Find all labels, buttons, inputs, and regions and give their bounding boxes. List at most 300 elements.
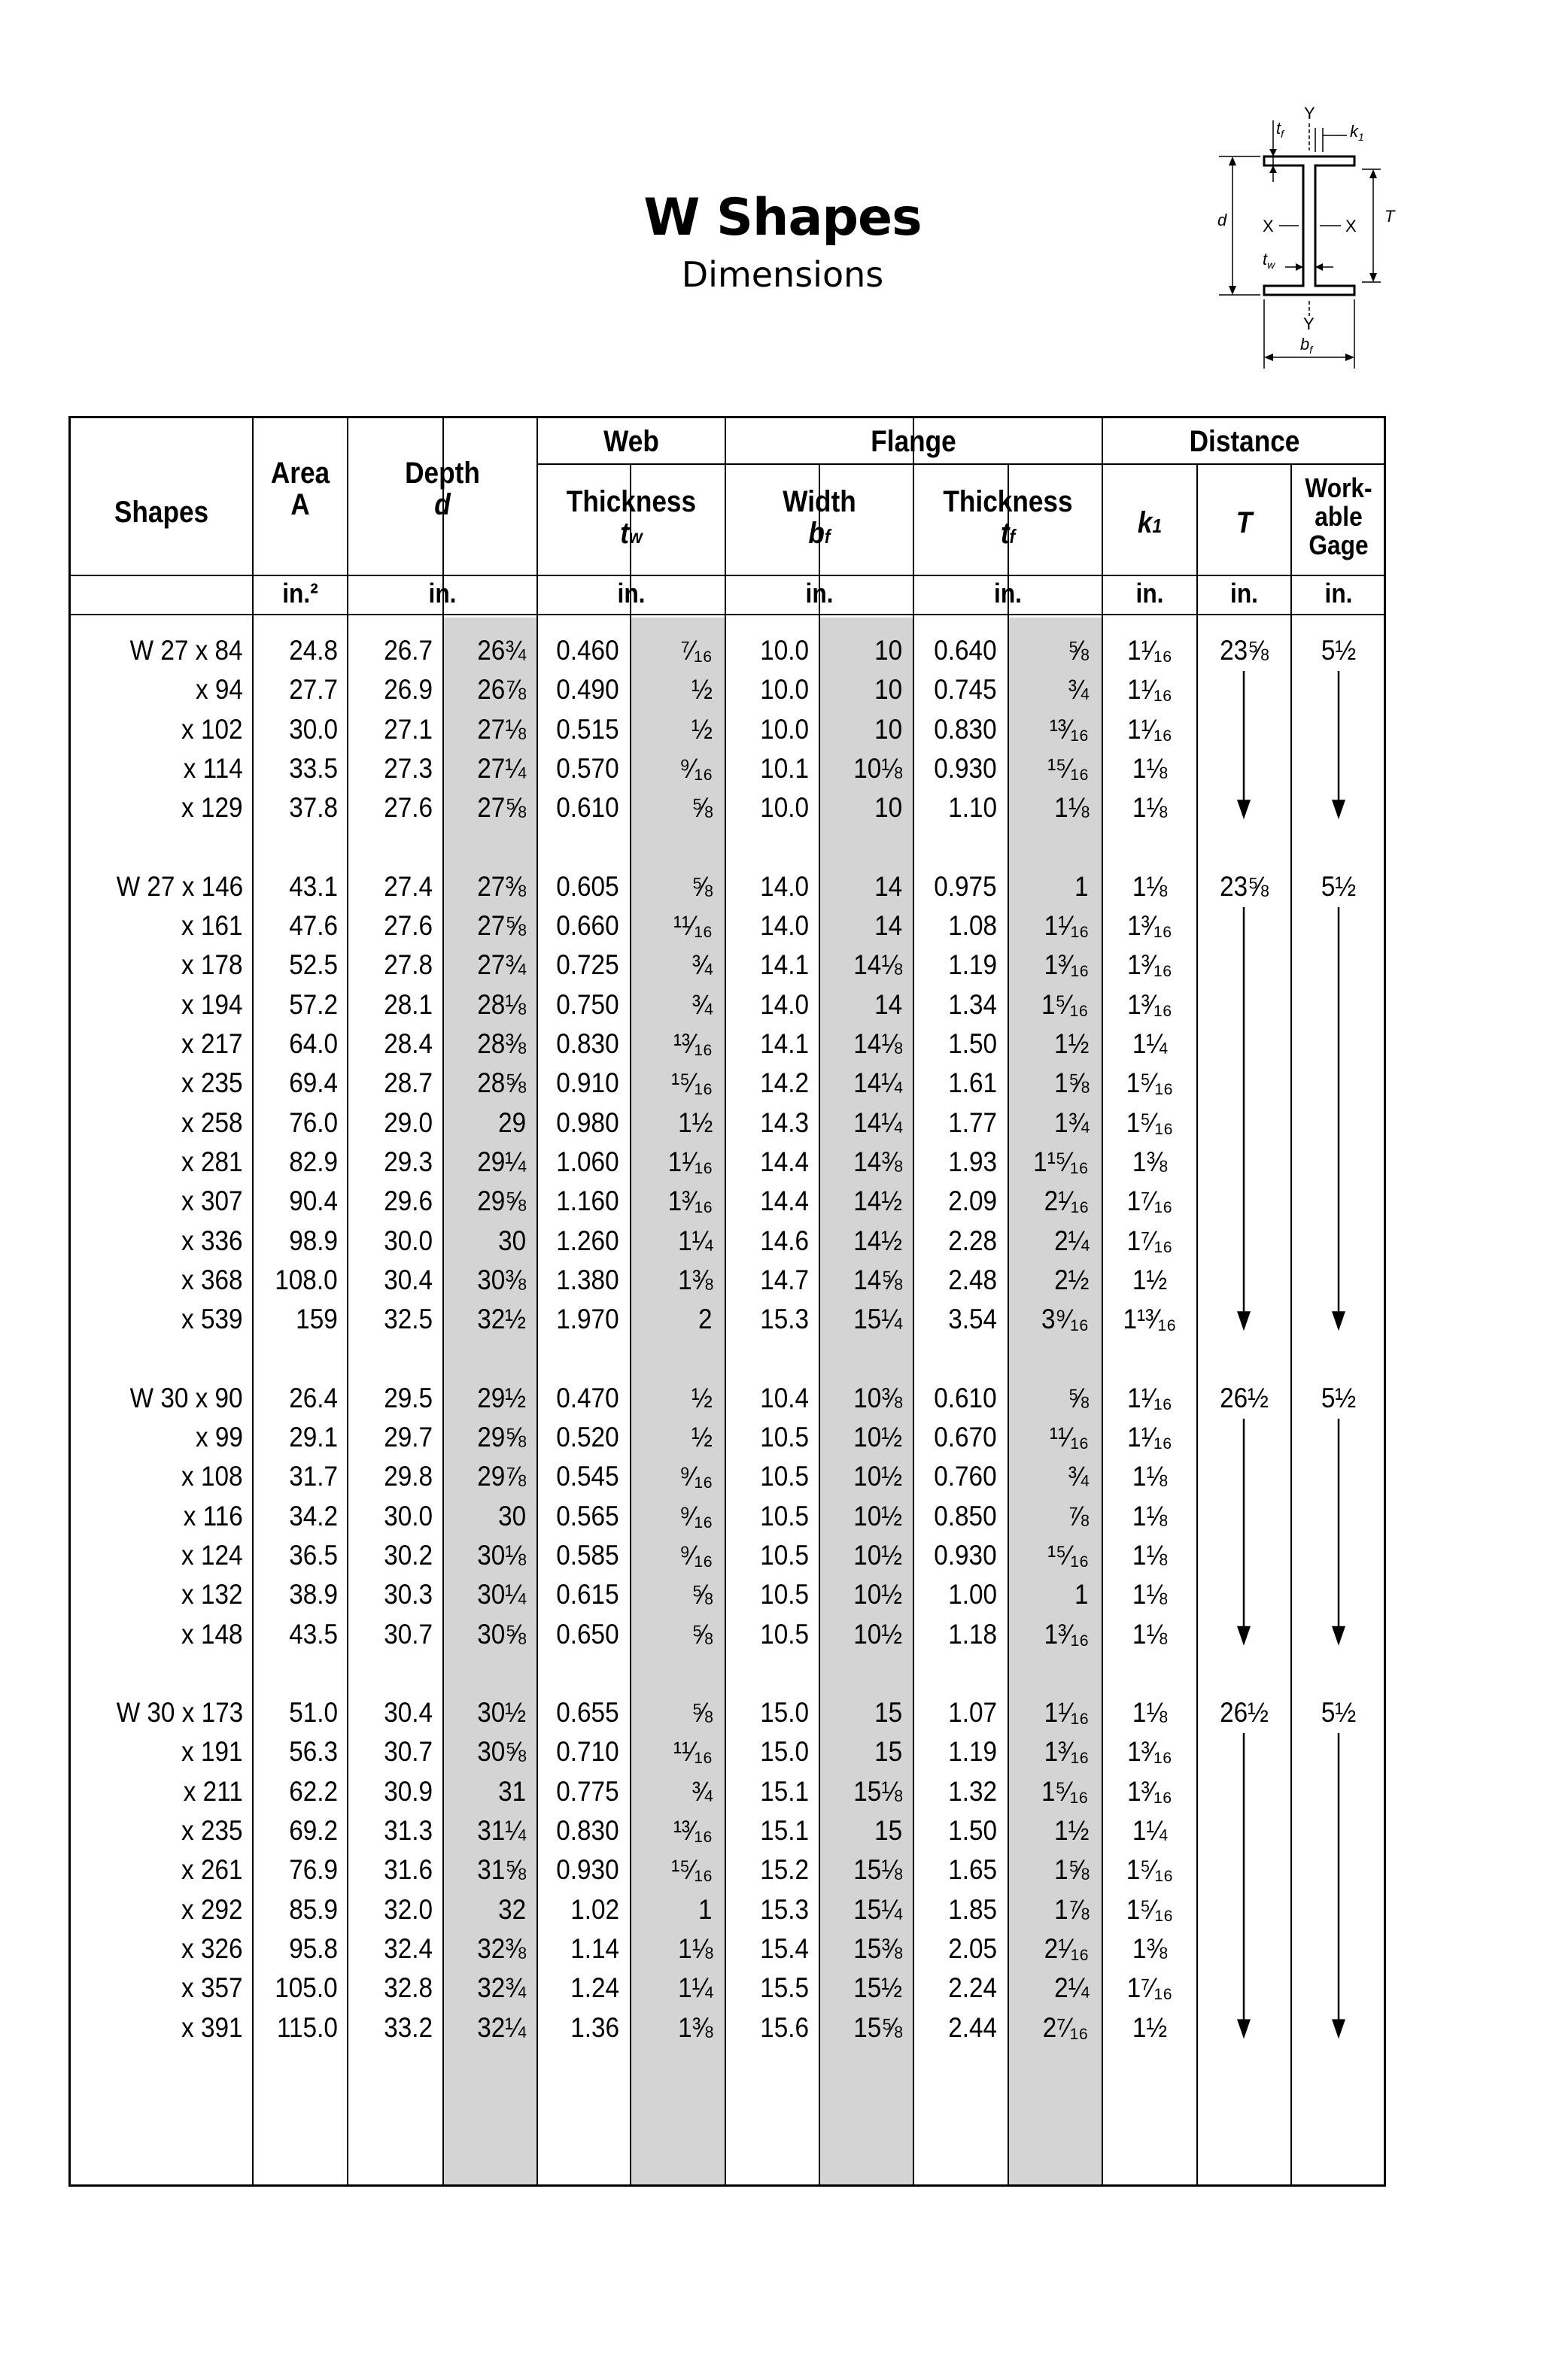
web-thickness-value: 1.14 — [570, 1932, 619, 1964]
web-thickness-value: 0.610 — [556, 792, 619, 824]
shape-designation: x 391 — [181, 2011, 243, 2043]
diagram-x-right-label: X — [1345, 217, 1357, 235]
area-value: 57.2 — [289, 988, 338, 1020]
web-thickness-fraction: ¹⁵⁄₁₆ — [670, 1067, 713, 1099]
flange-thickness-fraction: ¹¹⁄₁₆ — [1049, 1422, 1089, 1453]
gage-same-arrow — [1327, 671, 1350, 819]
depth-fraction: 29½ — [477, 1382, 526, 1413]
flange-thickness-fraction: ¾ — [1068, 674, 1089, 706]
w-shape-cross-section-diagram — [1166, 98, 1415, 376]
flange-thickness-fraction: 1⅝ — [1053, 1067, 1089, 1099]
flange-width-value: 15.4 — [760, 1932, 809, 1964]
t-value: 23⅝ — [1220, 870, 1269, 902]
flange-width-value: 10.0 — [760, 674, 809, 706]
flange-width-value: 15.5 — [760, 1972, 809, 2004]
depth-fraction: 30⅜ — [477, 1264, 526, 1295]
flange-width-fraction: 15⅛ — [853, 1775, 902, 1807]
flange-width-value: 15.1 — [760, 1815, 809, 1846]
shape-designation: x 108 — [181, 1461, 243, 1492]
flange-width-fraction: 14½ — [853, 1225, 902, 1256]
depth-fraction: 30¼ — [477, 1579, 526, 1610]
depth-fraction: 30 — [497, 1225, 526, 1256]
flange-width-fraction: 15 — [874, 1815, 902, 1846]
web-thickness-fraction: ½ — [691, 713, 713, 745]
flange-thickness-value: 2.28 — [948, 1225, 997, 1256]
header-k1: k1 — [1137, 506, 1163, 539]
flange-width-value: 14.6 — [760, 1225, 809, 1256]
k1-value: 1¹⁄₁₆ — [1127, 635, 1172, 666]
k1-value: 1³⁄₁₆ — [1127, 1775, 1172, 1807]
flange-width-value: 10.5 — [760, 1618, 809, 1650]
area-value: 82.9 — [289, 1146, 338, 1177]
web-thickness-fraction: ¹³⁄₁₆ — [673, 1815, 713, 1846]
unit-flange-width: in. — [805, 578, 834, 609]
flange-thickness-value: 0.975 — [934, 870, 997, 902]
diagram-tw-label: $t_w$ — [1263, 250, 1275, 271]
web-thickness-value: 0.515 — [556, 713, 619, 745]
k1-value: 1¼ — [1132, 1815, 1168, 1846]
flange-width-value: 15.0 — [760, 1736, 809, 1768]
area-value: 47.6 — [289, 910, 338, 942]
web-thickness-value: 0.545 — [556, 1461, 619, 1492]
depth-fraction: 29⅝ — [477, 1185, 526, 1217]
web-thickness-value: 0.460 — [556, 635, 619, 666]
flange-thickness-fraction: 2¹⁄₁₆ — [1044, 1185, 1089, 1217]
diagram-y-top-label: Y — [1304, 104, 1315, 123]
flange-thickness-fraction: 1½ — [1053, 1815, 1089, 1846]
shape-designation: x 261 — [181, 1854, 243, 1886]
k1-value: 1³⁄₁₆ — [1127, 949, 1172, 981]
area-value: 62.2 — [289, 1775, 338, 1807]
web-thickness-fraction: 1⅜ — [677, 2011, 713, 2043]
web-thickness-fraction: 2 — [698, 1304, 713, 1335]
web-thickness-fraction: 1¼ — [677, 1225, 713, 1256]
area-value: 43.5 — [289, 1618, 338, 1650]
depth-fraction: 30 — [497, 1500, 526, 1532]
area-value: 36.5 — [289, 1539, 338, 1571]
k1-value: 1¹⁄₁₆ — [1127, 1382, 1172, 1413]
flange-thickness-fraction: 3⁹⁄₁₆ — [1041, 1304, 1089, 1335]
workable-gage-value: 5½ — [1321, 870, 1357, 902]
shape-designation: x 94 — [196, 674, 243, 706]
k1-value: 1½ — [1132, 2011, 1168, 2043]
web-thickness-fraction: ⅝ — [691, 792, 713, 824]
area-value: 31.7 — [289, 1461, 338, 1492]
web-thickness-value: 0.660 — [556, 910, 619, 942]
depth-value: 30.7 — [384, 1618, 433, 1650]
flange-thickness-value: 2.09 — [948, 1185, 997, 1217]
flange-thickness-fraction: 2¼ — [1053, 1225, 1089, 1256]
flange-thickness-fraction: 2¹⁄₁₆ — [1044, 1932, 1089, 1964]
depth-fraction: 31⅝ — [477, 1854, 526, 1886]
depth-fraction: 30⅝ — [477, 1736, 526, 1768]
web-thickness-fraction: ¹¹⁄₁₆ — [673, 1736, 713, 1768]
flange-width-value: 14.1 — [760, 1028, 809, 1059]
flange-width-fraction: 14⅛ — [853, 1028, 902, 1059]
depth-fraction: 27⅜ — [477, 870, 526, 902]
k1-value: 1¹⁄₁₆ — [1127, 674, 1172, 706]
web-thickness-value: 1.36 — [570, 2011, 619, 2043]
flange-width-fraction: 15½ — [853, 1972, 902, 2004]
shape-designation: x 357 — [181, 1972, 243, 2004]
flange-thickness-value: 1.77 — [948, 1107, 997, 1138]
flange-width-value: 14.1 — [760, 949, 809, 981]
flange-thickness-fraction: ¹³⁄₁₆ — [1049, 713, 1089, 745]
area-value: 51.0 — [289, 1697, 338, 1729]
flange-width-fraction: 14⅛ — [853, 949, 902, 981]
flange-thickness-fraction: 1 — [1074, 870, 1089, 902]
k1-value: 1⅜ — [1132, 1932, 1168, 1964]
web-thickness-fraction: ⅝ — [691, 1579, 713, 1610]
flange-width-fraction: 14½ — [853, 1185, 902, 1217]
shape-designation: x 114 — [183, 752, 243, 784]
area-value: 56.3 — [289, 1736, 338, 1768]
flange-thickness-value: 1.93 — [948, 1146, 997, 1177]
unit-t: in. — [1230, 578, 1258, 609]
depth-fraction: 28⅝ — [477, 1067, 526, 1099]
area-value: 29.1 — [289, 1422, 338, 1453]
depth-fraction: 27⅛ — [477, 713, 526, 745]
shape-designation: x 235 — [181, 1815, 243, 1846]
flange-thickness-value: 2.44 — [948, 2011, 997, 2043]
flange-thickness-fraction: ¹⁵⁄₁₆ — [1047, 752, 1089, 784]
web-thickness-value: 1.02 — [570, 1893, 619, 1925]
k1-value: 1⅛ — [1132, 792, 1168, 824]
header-distance: Distance — [1189, 425, 1300, 458]
depth-fraction: 31 — [497, 1775, 526, 1807]
k1-value: 1½ — [1132, 1264, 1168, 1295]
depth-fraction: 26¾ — [477, 635, 526, 666]
shape-designation: x 102 — [181, 713, 243, 745]
header-workable-gage: Work- able Gage — [1305, 472, 1372, 560]
web-thickness-value: 0.470 — [556, 1382, 619, 1413]
area-value: 24.8 — [289, 635, 338, 666]
k1-value: 1⁵⁄₁₆ — [1126, 1893, 1174, 1925]
web-thickness-fraction: 1³⁄₁₆ — [667, 1185, 713, 1217]
depth-value: 30.2 — [384, 1539, 433, 1571]
flange-width-fraction: 10 — [874, 713, 902, 745]
k1-value: 1¹³⁄₁₆ — [1123, 1304, 1177, 1335]
workable-gage-value: 5½ — [1321, 1697, 1357, 1729]
area-value: 33.5 — [289, 752, 338, 784]
flange-width-fraction: 15⅜ — [853, 1932, 902, 1964]
flange-width-fraction: 14 — [874, 910, 902, 942]
unit-depth: in. — [428, 578, 457, 609]
shape-designation: x 326 — [181, 1932, 243, 1964]
flange-thickness-fraction: 2½ — [1053, 1264, 1089, 1295]
flange-thickness-fraction: 1³⁄₁₆ — [1044, 949, 1089, 981]
unit-gage: in. — [1324, 578, 1353, 609]
shape-designation: W 30 x 173 — [116, 1697, 243, 1729]
flange-thickness-fraction: ⅝ — [1068, 635, 1089, 666]
flange-thickness-value: 1.10 — [948, 792, 997, 824]
flange-thickness-value: 0.830 — [934, 713, 997, 745]
gage-same-arrow — [1327, 1733, 1350, 2038]
area-value: 30.0 — [289, 713, 338, 745]
web-thickness-fraction: 1¹⁄₁₆ — [667, 1146, 713, 1177]
flange-thickness-value: 2.48 — [948, 1264, 997, 1295]
flange-width-value: 10.1 — [760, 752, 809, 784]
web-thickness-fraction: ¾ — [691, 1775, 713, 1807]
flange-thickness-value: 1.61 — [948, 1067, 997, 1099]
flange-thickness-value: 1.50 — [948, 1028, 997, 1059]
diagram-d-label: d — [1217, 211, 1227, 229]
k1-value: 1⁵⁄₁₆ — [1126, 1107, 1174, 1138]
flange-width-value: 10.5 — [760, 1579, 809, 1610]
depth-value: 30.0 — [384, 1225, 433, 1256]
area-value: 90.4 — [289, 1185, 338, 1217]
shape-designation: x 178 — [181, 949, 243, 981]
flange-width-fraction: 14⅜ — [853, 1146, 902, 1177]
t-same-arrow — [1232, 907, 1255, 1331]
k1-value: 1⅛ — [1132, 1461, 1168, 1492]
web-thickness-fraction: ⁷⁄₁₆ — [680, 635, 713, 666]
depth-fraction: 28⅛ — [477, 988, 526, 1020]
flange-width-fraction: 10⅛ — [853, 752, 902, 784]
flange-width-value: 15.6 — [760, 2011, 809, 2043]
k1-value: 1⅛ — [1132, 752, 1168, 784]
flange-thickness-value: 0.930 — [934, 752, 997, 784]
area-value: 43.1 — [289, 870, 338, 902]
depth-value: 27.3 — [384, 752, 433, 784]
flange-width-fraction: 15¼ — [853, 1304, 902, 1335]
depth-value: 32.8 — [384, 1972, 433, 2004]
flange-thickness-value: 0.850 — [934, 1500, 997, 1532]
web-thickness-value: 0.775 — [556, 1775, 619, 1807]
flange-thickness-fraction: 1¹⁄₁₆ — [1044, 910, 1089, 942]
flange-thickness-value: 1.65 — [948, 1854, 997, 1886]
web-thickness-fraction: ⅝ — [691, 1618, 713, 1650]
diagram-y-bottom-label: Y — [1303, 314, 1315, 333]
depth-fraction: 27¼ — [477, 752, 526, 784]
depth-value: 33.2 — [384, 2011, 433, 2043]
t-same-arrow — [1232, 1733, 1255, 2038]
web-thickness-fraction: 1⅜ — [677, 1264, 713, 1295]
flange-thickness-fraction: ¾ — [1068, 1461, 1089, 1492]
flange-thickness-value: 0.640 — [934, 635, 997, 666]
depth-fraction: 26⅞ — [477, 674, 526, 706]
area-value: 95.8 — [289, 1932, 338, 1964]
depth-value: 30.4 — [384, 1264, 433, 1295]
depth-fraction: 29⅝ — [477, 1422, 526, 1453]
flange-width-value: 10.5 — [760, 1461, 809, 1492]
web-thickness-fraction: ¹¹⁄₁₆ — [673, 910, 713, 942]
flange-thickness-fraction: ⅝ — [1068, 1382, 1089, 1413]
k1-value: 1³⁄₁₆ — [1127, 1736, 1172, 1768]
flange-thickness-value: 1.19 — [948, 1736, 997, 1768]
flange-width-fraction: 15⅝ — [853, 2011, 902, 2043]
flange-thickness-value: 0.670 — [934, 1422, 997, 1453]
depth-value: 27.6 — [384, 792, 433, 824]
area-value: 108.0 — [275, 1264, 338, 1295]
t-value: 23⅝ — [1220, 635, 1269, 666]
web-thickness-fraction: ⁹⁄₁₆ — [679, 1461, 713, 1492]
web-thickness-value: 1.260 — [556, 1225, 619, 1256]
flange-thickness-fraction: 1⅛ — [1053, 792, 1089, 824]
shape-designation: x 217 — [181, 1028, 243, 1059]
unit-web-thickness: in. — [617, 578, 646, 609]
flange-thickness-fraction: ¹⁵⁄₁₆ — [1047, 1539, 1089, 1571]
flange-width-value: 14.7 — [760, 1264, 809, 1295]
depth-value: 27.4 — [384, 870, 433, 902]
k1-value: 1³⁄₁₆ — [1127, 910, 1172, 942]
k1-value: 1⁷⁄₁₆ — [1126, 1225, 1173, 1256]
k1-value: 1⅛ — [1132, 1500, 1168, 1532]
depth-fraction: 30⅝ — [477, 1618, 526, 1650]
depth-fraction: 29 — [497, 1107, 526, 1138]
flange-thickness-value: 1.19 — [948, 949, 997, 981]
shape-designation: W 27 x 84 — [130, 635, 243, 666]
web-thickness-value: 0.830 — [556, 1028, 619, 1059]
depth-value: 30.7 — [384, 1736, 433, 1768]
flange-thickness-value: 1.08 — [948, 910, 997, 942]
area-value: 159 — [296, 1304, 338, 1335]
web-thickness-value: 0.750 — [556, 988, 619, 1020]
depth-value: 26.9 — [384, 674, 433, 706]
flange-thickness-fraction: 1⅝ — [1053, 1854, 1089, 1886]
web-thickness-fraction: ⁹⁄₁₆ — [679, 1539, 713, 1571]
web-thickness-fraction: ½ — [691, 1382, 713, 1413]
web-thickness-value: 0.980 — [556, 1107, 619, 1138]
depth-value: 29.5 — [384, 1382, 433, 1413]
web-thickness-value: 0.585 — [556, 1539, 619, 1571]
shape-designation: x 132 — [181, 1579, 243, 1610]
area-value: 76.0 — [289, 1107, 338, 1138]
flange-width-value: 15.3 — [760, 1304, 809, 1335]
k1-value: 1⁵⁄₁₆ — [1126, 1854, 1174, 1886]
web-thickness-fraction: 1¼ — [677, 1972, 713, 2004]
flange-thickness-fraction: 1⅞ — [1053, 1893, 1089, 1925]
depth-fraction: 32½ — [477, 1304, 526, 1335]
flange-width-fraction: 10 — [874, 792, 902, 824]
flange-thickness-value: 0.760 — [934, 1461, 997, 1492]
flange-width-value: 10.0 — [760, 635, 809, 666]
k1-value: 1⁵⁄₁₆ — [1126, 1067, 1174, 1099]
t-value: 26½ — [1220, 1697, 1269, 1729]
flange-thickness-fraction: 1¹⁄₁₆ — [1044, 1697, 1089, 1729]
area-value: 64.0 — [289, 1028, 338, 1059]
shape-designation: x 281 — [181, 1146, 243, 1177]
k1-value: 1³⁄₁₆ — [1127, 988, 1172, 1020]
shape-designation: x 258 — [181, 1107, 243, 1138]
area-value: 76.9 — [289, 1854, 338, 1886]
flange-thickness-value: 0.610 — [934, 1382, 997, 1413]
web-thickness-value: 1.160 — [556, 1185, 619, 1217]
flange-width-value: 15.0 — [760, 1697, 809, 1729]
web-thickness-fraction: ⁹⁄₁₆ — [679, 1500, 713, 1532]
shape-designation: x 235 — [181, 1067, 243, 1099]
web-thickness-value: 0.565 — [556, 1500, 619, 1532]
web-thickness-value: 0.650 — [556, 1618, 619, 1650]
dimensions-table — [68, 416, 1386, 2187]
web-thickness-value: 1.970 — [556, 1304, 619, 1335]
web-thickness-value: 0.710 — [556, 1736, 619, 1768]
flange-thickness-value: 1.18 — [948, 1618, 997, 1650]
header-web: Web — [603, 425, 659, 458]
k1-value: 1⅛ — [1132, 1618, 1168, 1650]
flange-thickness-value: 3.54 — [948, 1304, 997, 1335]
shape-designation: x 148 — [181, 1618, 243, 1650]
flange-width-fraction: 10 — [874, 635, 902, 666]
flange-width-value: 10.5 — [760, 1422, 809, 1453]
flange-thickness-fraction: 1³⁄₁₆ — [1044, 1736, 1089, 1768]
area-value: 69.2 — [289, 1815, 338, 1846]
area-value: 26.4 — [289, 1382, 338, 1413]
diagram-tf-label: $t_f$ — [1276, 119, 1284, 140]
flange-width-value: 14.4 — [760, 1185, 809, 1217]
flange-width-value: 10.0 — [760, 792, 809, 824]
shape-designation: x 161 — [181, 910, 243, 942]
area-value: 38.9 — [289, 1579, 338, 1610]
area-value: 52.5 — [289, 949, 338, 981]
area-value: 98.9 — [289, 1225, 338, 1256]
depth-fraction: 28⅜ — [477, 1028, 526, 1059]
web-thickness-fraction: ½ — [691, 1422, 713, 1453]
flange-thickness-value: 1.32 — [948, 1775, 997, 1807]
depth-value: 29.8 — [384, 1461, 433, 1492]
flange-thickness-fraction: 1⁵⁄₁₆ — [1041, 988, 1089, 1020]
flange-width-fraction: 10½ — [853, 1579, 902, 1610]
flange-width-value: 14.0 — [760, 910, 809, 942]
depth-value: 29.0 — [384, 1107, 433, 1138]
flange-width-value: 14.3 — [760, 1107, 809, 1138]
diagram-k1-label: $k_1$ — [1350, 122, 1364, 143]
flange-width-value: 15.1 — [760, 1775, 809, 1807]
t-same-arrow — [1232, 671, 1255, 819]
header-area: Area A — [270, 457, 330, 521]
depth-value: 30.9 — [384, 1775, 433, 1807]
web-thickness-fraction: 1 — [698, 1893, 713, 1925]
flange-thickness-value: 1.50 — [948, 1815, 997, 1846]
flange-width-fraction: 15 — [874, 1736, 902, 1768]
flange-thickness-value: 1.85 — [948, 1893, 997, 1925]
diagram-t-label: T — [1384, 207, 1395, 226]
depth-value: 29.3 — [384, 1146, 433, 1177]
flange-width-fraction: 10½ — [853, 1422, 902, 1453]
flange-thickness-fraction: 1½ — [1053, 1028, 1089, 1059]
header-depth: Depth d — [405, 457, 480, 521]
flange-thickness-value: 2.24 — [948, 1972, 997, 2004]
flange-thickness-fraction: 1³⁄₁₆ — [1044, 1618, 1089, 1650]
depth-fraction: 29¼ — [477, 1146, 526, 1177]
workable-gage-value: 5½ — [1321, 635, 1357, 666]
flange-width-fraction: 14⅝ — [853, 1264, 902, 1295]
web-thickness-value: 0.725 — [556, 949, 619, 981]
shape-designation: x 124 — [181, 1539, 243, 1571]
unit-flange-thickness: in. — [994, 578, 1022, 609]
web-thickness-fraction: 1½ — [677, 1107, 713, 1138]
flange-width-value: 14.4 — [760, 1146, 809, 1177]
shape-designation: x 191 — [181, 1736, 243, 1768]
shape-designation: x 336 — [181, 1225, 243, 1256]
flange-width-value: 10.4 — [760, 1382, 809, 1413]
web-thickness-value: 0.570 — [556, 752, 619, 784]
web-thickness-value: 0.655 — [556, 1697, 619, 1729]
flange-width-value: 14.0 — [760, 988, 809, 1020]
web-thickness-value: 1.060 — [556, 1146, 619, 1177]
k1-value: 1⅛ — [1132, 1539, 1168, 1571]
t-value: 26½ — [1220, 1382, 1269, 1413]
area-value: 69.4 — [289, 1067, 338, 1099]
depth-value: 30.3 — [384, 1579, 433, 1610]
web-thickness-value: 0.930 — [556, 1854, 619, 1886]
web-thickness-fraction: ¾ — [691, 988, 713, 1020]
area-value: 34.2 — [289, 1500, 338, 1532]
depth-fraction: 27⅝ — [477, 910, 526, 942]
k1-value: 1⁷⁄₁₆ — [1126, 1185, 1173, 1217]
depth-fraction: 30½ — [477, 1697, 526, 1729]
page-subtitle: Dimensions — [681, 254, 884, 295]
